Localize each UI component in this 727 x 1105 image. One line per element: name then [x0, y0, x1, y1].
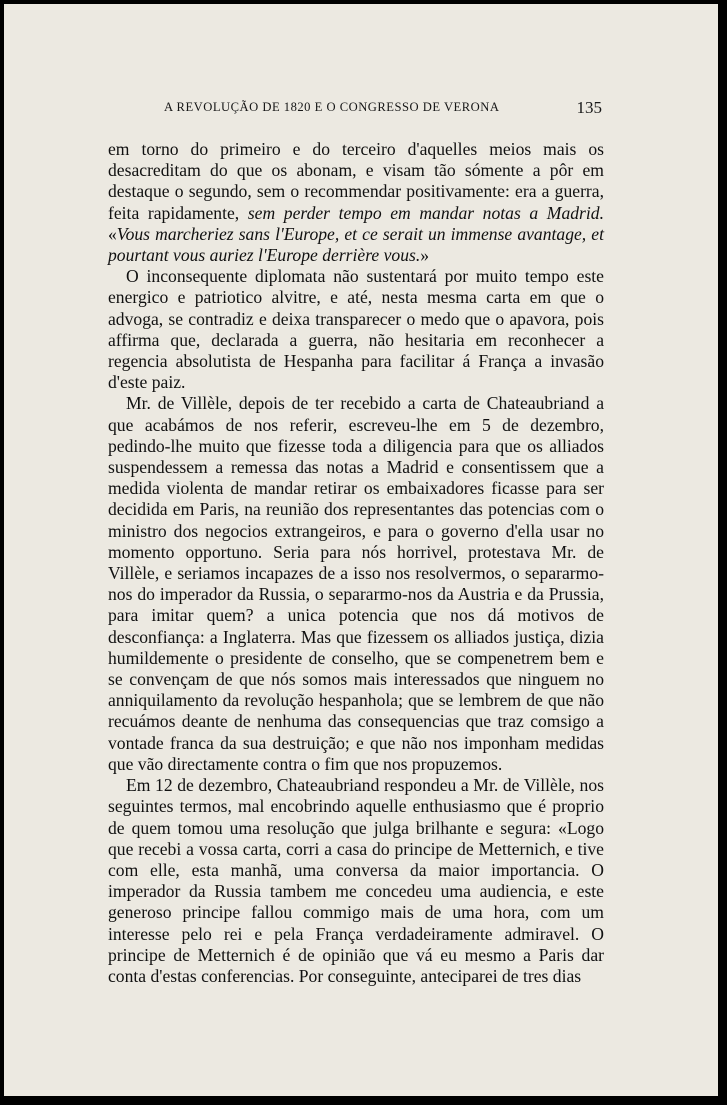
- book-page: [4, 4, 718, 1096]
- paragraph-1-text-start: em torno do primeiro e do terceiro d'aquelles meios mais os desacreditam do que os abonam, e visam tão sómente a pôr em destaque o segundo, sem o recommendar positivamente: era a guerra, feita rapidamente,: [108, 139, 604, 223]
- paragraph-villele-letter: Mr. de Villèle, depois de ter recebido a carta de Chateaubriand a que acabámos de nos referir, escreveu-lhe em 5 de dezembro, pedindo-lhe muito que fizesse toda a diligencia para que os alliados suspendessem a remessa das notas a Madrid e consentissem que a medida violenta de mandar retirar os embaixadores ficasse para ser decidida em Paris, na reunião dos representantes das potencias com o ministro dos negocios extrangeiros, e para o governo d'ella usar no momento opportuno. Seria para nós horrivel, protestava Mr. de Villèle, e seriamos incapazes de a isso nos resolvermos, o separarmo-nos do imperador da Russia, o separarmo-nos da Austria e da Prussia, para imitar quem? a unica potencia que nos dá motivos de desconfiança: a Inglaterra. Mas que fizessem os alliados justiça, dizia humildemente o presidente de conselho, que se compenetrem bem e se convençam de que nós somos mais interessados que ninguem no anniquilamento da revolução hespanhola; que se lembrem de que não recuámos deante de nenhuma das consequencias que traz comsigo a vontade franca da sua destruição; e que não nos imponham medidas que vão directamente contra o fim que nos propuzemos.: [108, 393, 604, 774]
- opening-guillemet: «: [108, 223, 117, 244]
- closing-guillemet: »: [420, 245, 430, 266]
- paragraph-chateaubriand-reply: Em 12 de dezembro, Chateaubriand respondeu a Mr. de Villèle, nos seguintes termos, mal encobrindo aquelle enthusiasmo que é proprio de quem tomou uma resolução que julga brilhante e segura: «Logo que recebi a vossa carta, corri a casa do principe de Metternich, e tive com elle, esta manhã, uma conversa da maior importancia. O imperador da Russia tambem me concedeu uma audiencia, e este generoso principe fallou commigo mais de uma hora, com um interesse pelo rei e pela França verdadeiramente admiravel. O principe de Metternich é de opinião que vá eu mesmo a Paris dar conta d'estas conferencias. Por conseguinte, anteciparei de tres dias: [108, 775, 604, 986]
- italic-quotation-french: Vous marcheriez sans l'Europe, et ce serait un immense avantage, et pourtant vous auriez l'Europe derrière vous.: [108, 223, 604, 266]
- italic-quotation-portuguese: sem perder tempo em mandar notas a Madrid.: [247, 202, 604, 223]
- running-head: A REVOLUÇÃO DE 1820 E O CONGRESSO DE VERONA: [164, 100, 500, 114]
- paragraph-diplomat: O inconsequente diplomata não sustentará por muito tempo este energico e patriotico alvitre, e até, nesta mesma carta em que o advoga, se contradiz e deixa transparecer o medo que o apavora, pois affirma que, declarada a guerra, não hesitaria em reconhecer a regencia absolutista de Hespanha para facilitar á França a invasão d'este paiz.: [108, 266, 604, 393]
- page-number: 135: [576, 98, 602, 117]
- page-header: [164, 98, 602, 118]
- body-text: [108, 139, 604, 987]
- paragraph-continuation: [108, 139, 604, 266]
